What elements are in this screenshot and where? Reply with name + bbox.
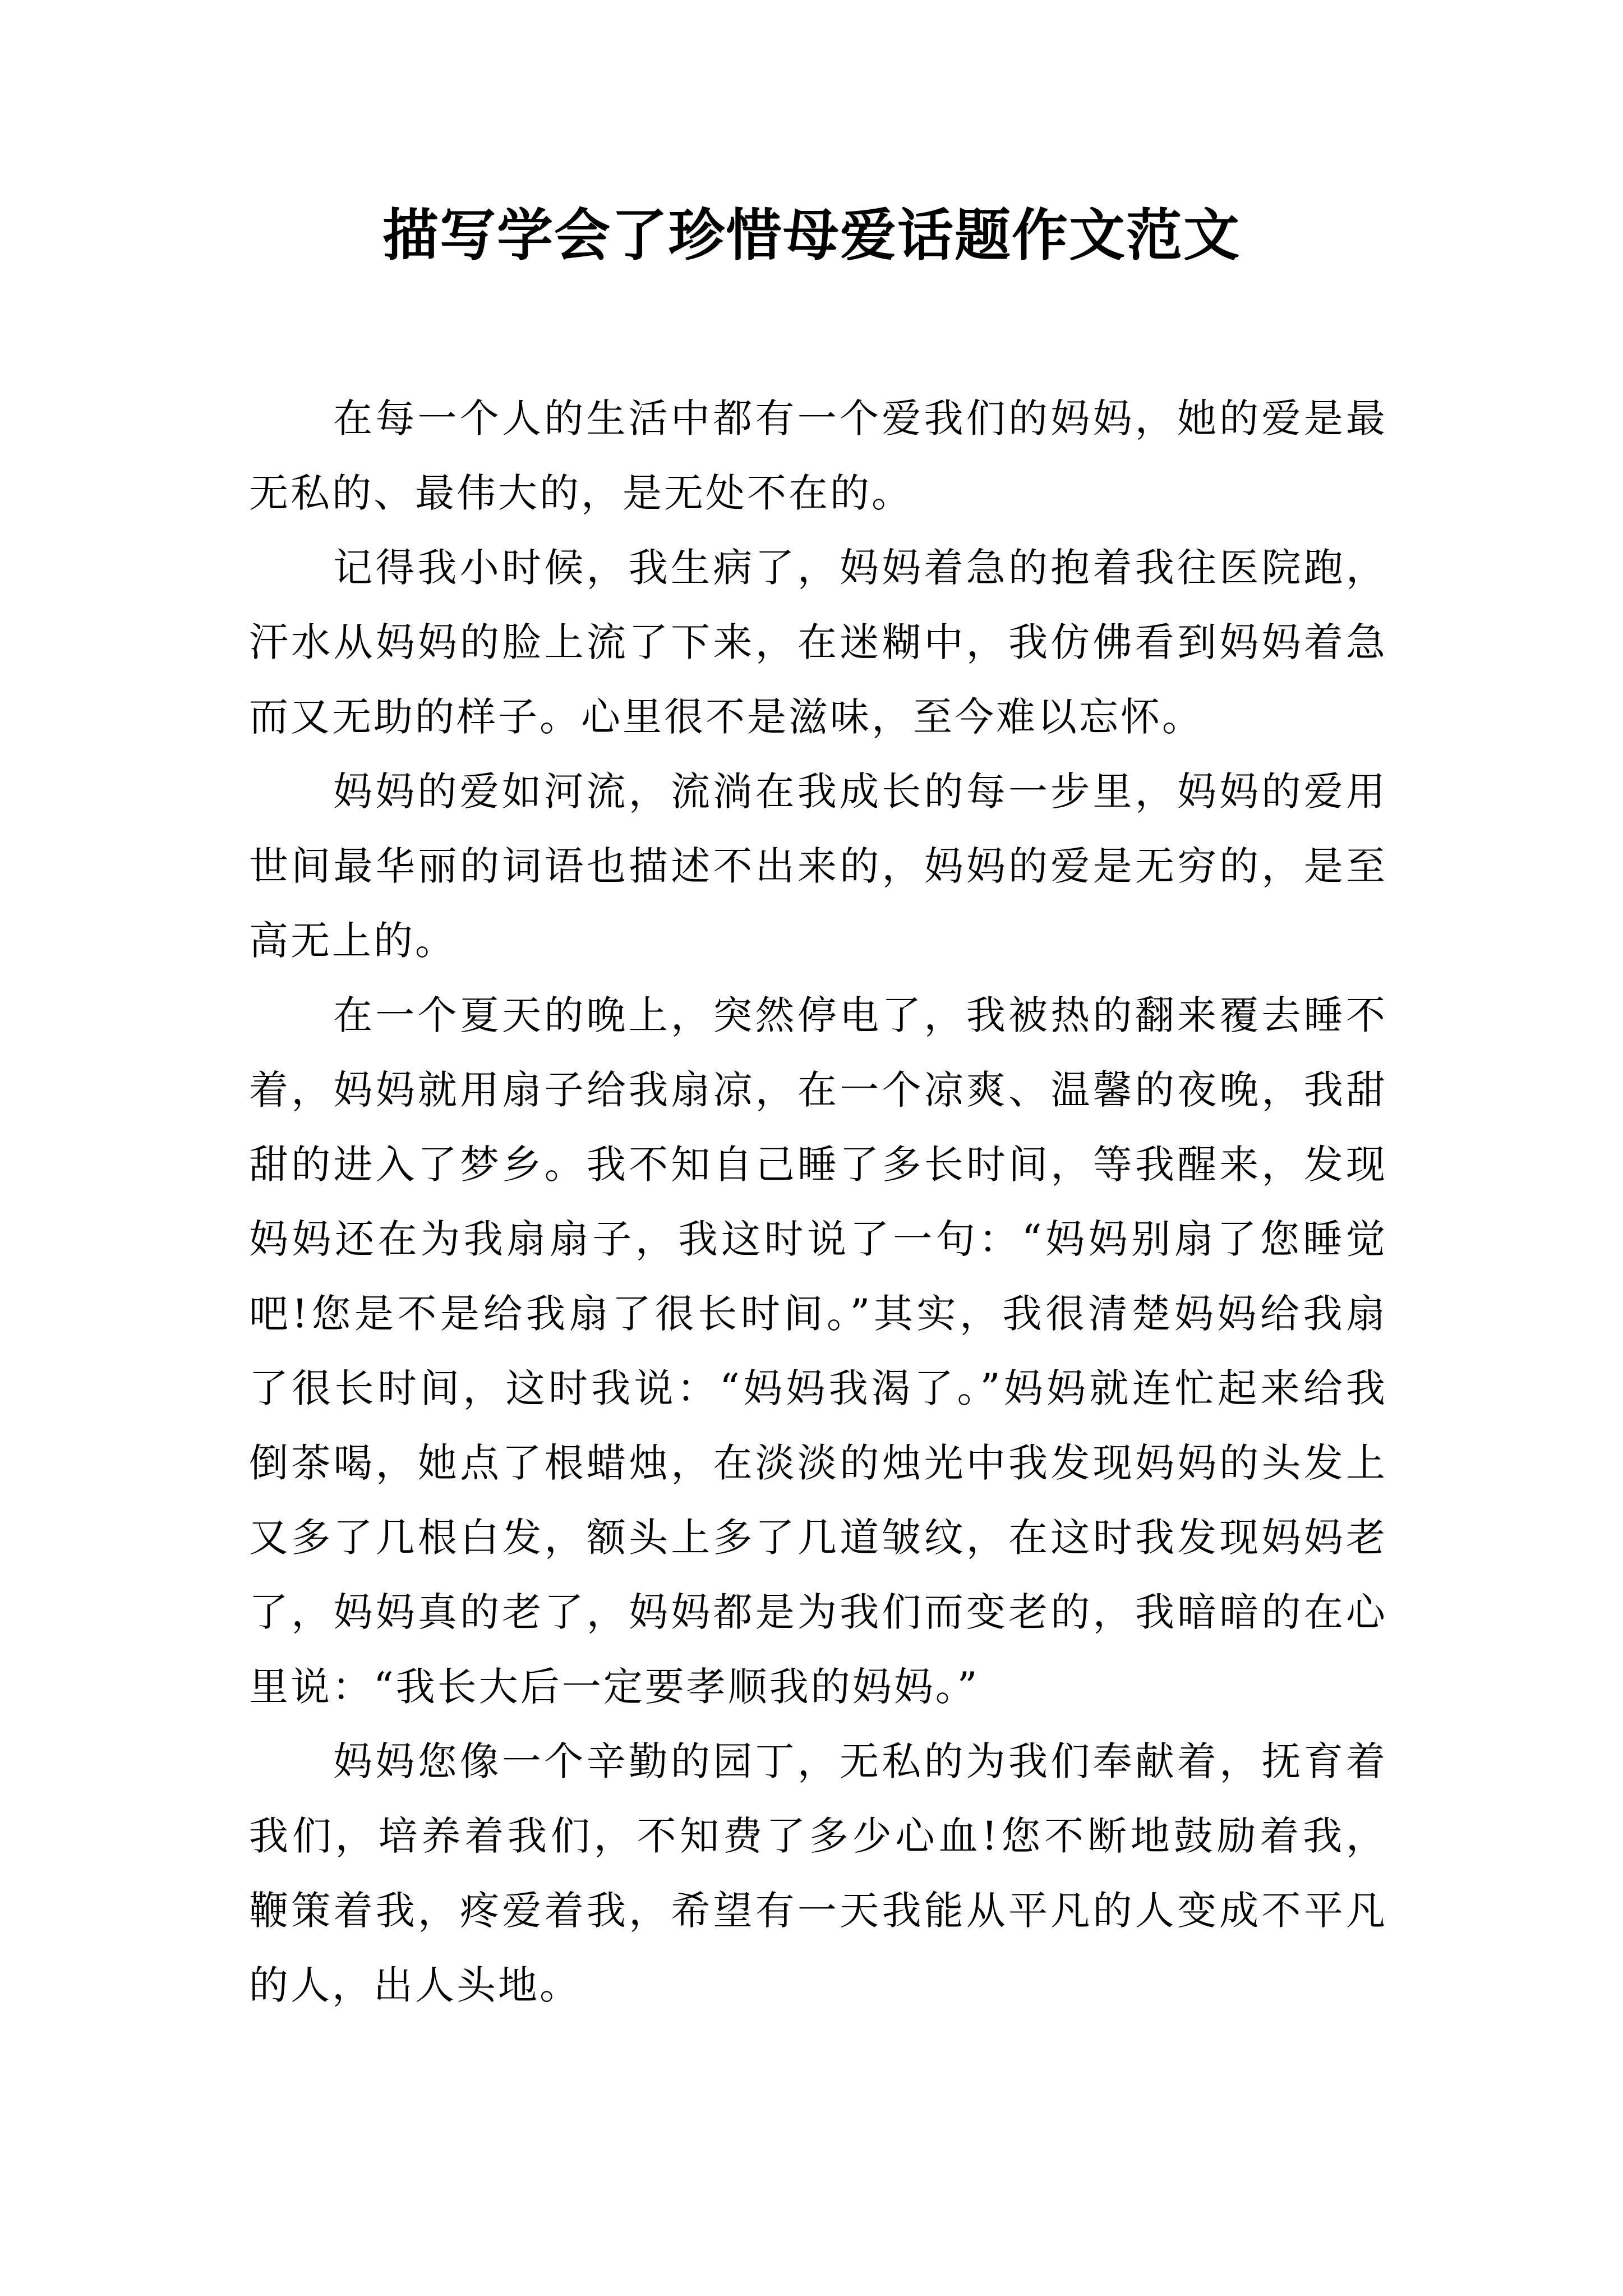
paragraph-3: 妈妈的爱如河流，流淌在我成长的每一步里，妈妈的爱用世间最华丽的词语也描述不出来的，妈妈的爱是无穷的，是至高无上的。 (249, 769, 1387, 964)
paragraph-1: 在每一个人的生活中都有一个爱我们的妈妈，她的爱是最无私的、最伟大的，是无处不在的。 (249, 395, 1387, 516)
paragraph-2: 记得我小时候，我生病了，妈妈着急的抱着我往医院跑，汗水从妈妈的脸上流了下来，在迷糊中，我仿佛看到妈妈着急而又无助的样子。心里很不是滋味，至今难以忘怀。 (249, 545, 1387, 740)
paragraph-4: 在一个夏天的晚上，突然停电了，我被热的翻来覆去睡不着，妈妈就用扇子给我扇凉，在一个凉爽、温馨的夜晚，我甜甜的进入了梦乡。我不知自己睡了多长时间，等我醒来，发现妈妈还在为我扇扇子，我这时说了一句：“妈妈别扇了您睡觉吧!您是不是给我扇了很长时间。”其实，我很清楚妈妈给我扇了很长时间，这时我说：“妈妈我渴了。”妈妈就连忙起来给我倒茶喝，她点了根蜡烛，在淡淡的烛光中我发现妈妈的头发上又多了几根白发，额头上多了几道皱纹，在这时我发现妈妈老了，妈妈真的老了，妈妈都是为我们而变老的，我暗暗的在心里说：“我长大后一定要孝顺我的妈妈。” (249, 992, 1387, 1710)
document-title: 描写学会了珍惜母爱话题作文范文 (382, 203, 1241, 268)
paragraph-5: 妈妈您像一个辛勤的园丁，无私的为我们奉献着，抚育着我们，培养着我们，不知费了多少心血!您不断地鼓励着我，鞭策着我，疼爱着我，希望有一天我能从平凡的人变成不平凡的人，出人头地。 (249, 1738, 1387, 2008)
document-body (249, 381, 1387, 2023)
